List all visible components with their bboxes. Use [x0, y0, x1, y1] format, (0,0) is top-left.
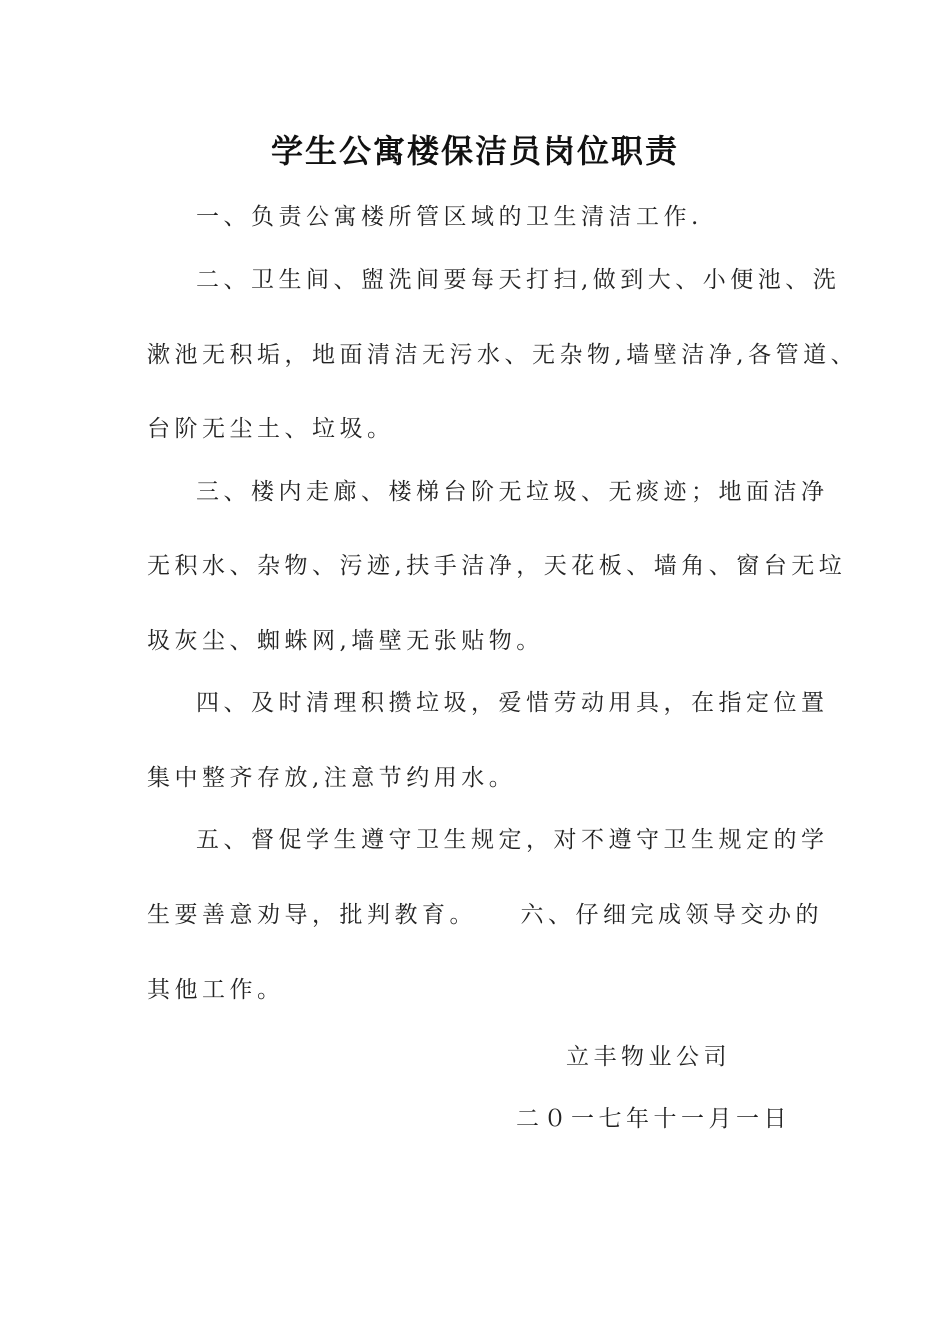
- paragraph-line-6: 无积水、杂物、污迹,扶手洁净，天花板、墙角、窗台无垃: [147, 553, 847, 579]
- signature-date: 二０一七年十一月一日: [516, 1106, 791, 1132]
- paragraph-line-1: 一、负责公寓楼所管区域的卫生清洁工作.: [196, 204, 703, 230]
- paragraph-line-10: 五、督促学生遵守卫生规定，对不遵守卫生规定的学: [196, 827, 829, 853]
- paragraph-line-7: 圾灰尘、蜘蛛网,墙壁无张贴物。: [147, 628, 544, 654]
- paragraph-line-2: 二、卫生间、盥洗间要每天打扫,做到大、小便池、洗: [196, 267, 841, 293]
- paragraph-line-8: 四、及时清理积攒垃圾，爱惜劳动用具，在指定位置: [196, 690, 829, 716]
- paragraph-line-12: 其他工作。: [147, 977, 285, 1003]
- paragraph-line-5: 三、楼内走廊、楼梯台阶无垃圾、无痰迹；地面洁净: [196, 479, 829, 505]
- paragraph-line-3: 漱池无积垢，地面清洁无污水、无杂物,墙壁洁净,各管道、: [147, 342, 859, 368]
- paragraph-line-4: 台阶无尘土、垃圾。: [147, 416, 395, 442]
- paragraph-line-11: 生要善意劝导，批判教育。 六、仔细完成领导交办的: [147, 902, 823, 928]
- signature-company: 立丰物业公司: [566, 1044, 731, 1070]
- document-title: 学生公寓楼保洁员岗位职责: [270, 132, 679, 170]
- paragraph-line-9: 集中整齐存放,注意节约用水。: [147, 765, 517, 791]
